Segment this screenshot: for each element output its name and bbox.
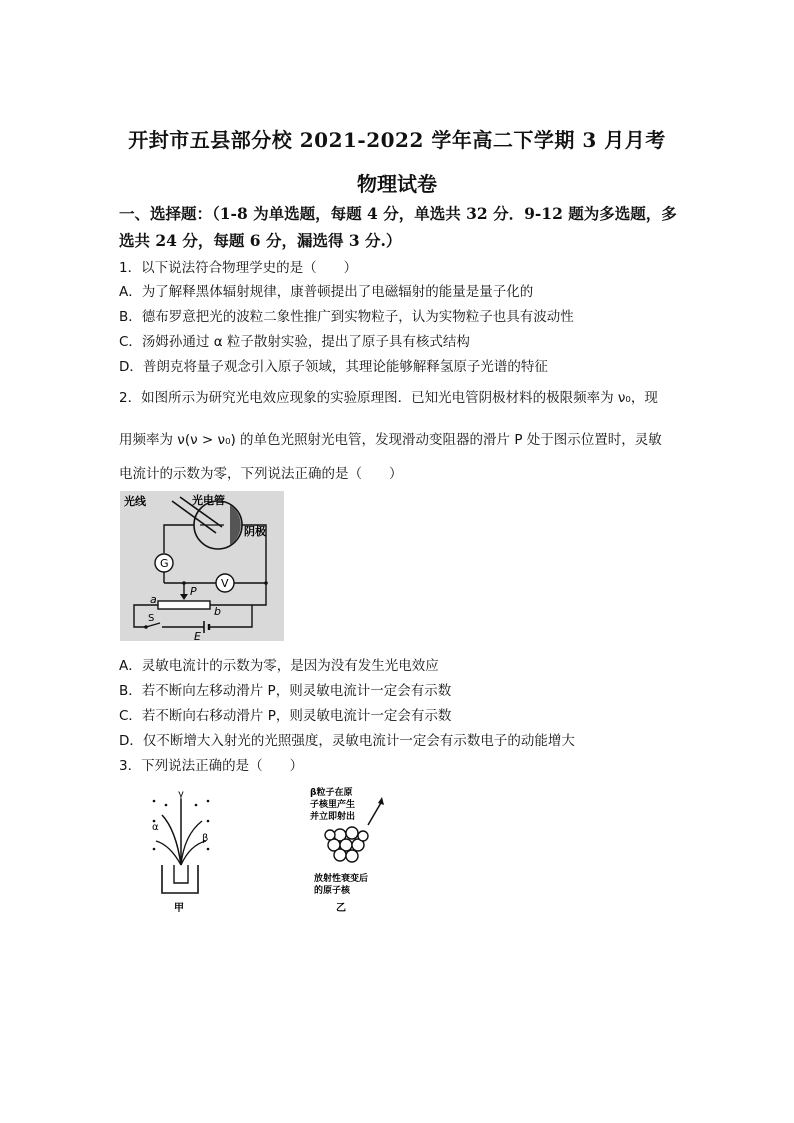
cathode-label: 阴极 (244, 525, 266, 538)
rheostat (158, 601, 210, 609)
switch-pivot (144, 625, 148, 629)
exam-subtitle: 物理试卷 (357, 172, 437, 196)
arrow-head (378, 797, 384, 805)
section-heading (119, 200, 679, 254)
end-a-label: a (150, 593, 157, 606)
fig-yi-text-5: 的原子核 (314, 886, 351, 896)
q2-option-a: A．灵敏电流计的示数为零，是因为没有发生光电效应 (119, 658, 439, 674)
q3-stem: 3．下列说法正确的是（ ） (119, 758, 304, 774)
end-b-label: b (214, 605, 221, 618)
q1-option-d: D．普朗克将量子观念引入原子领域，其理论能够解释氢原子光谱的特征 (119, 359, 548, 375)
q1-option-b: B．德布罗意把光的波粒二象性推广到实物粒子，认为实物粒子也具有波动性 (119, 309, 574, 325)
fig-yi-text-3: 并立即射出 (310, 812, 356, 822)
nucleus-cluster (325, 827, 368, 862)
fig-yi-text-1: β粒子在原 (310, 788, 353, 798)
alpha-label: α (152, 822, 159, 833)
q1-option-a: A．为了解释黑体辐射规律，康普顿提出了电磁辐射的能量是量子化的 (119, 284, 534, 300)
gamma-label: γ (178, 789, 184, 800)
q2-stem-line1: 2．如图所示为研究光电效应现象的实验原理图．已知光电管阴极材料的极限频率为 ν₀，现 (119, 390, 658, 406)
fig-yi-caption: 乙 (336, 903, 346, 914)
exam-title: 开封市五县部分校 2021-2022 学年高二下学期 3 月月考 (128, 128, 666, 152)
q2-stem-line3: 电流计的示数为零，下列说法正确的是（ ） (119, 466, 403, 482)
section-heading-line1: 一、选择题：（1-8 为单选题，每题 4 分，单选共 32 分．9-12 题为多选题，多 (119, 204, 677, 223)
fig-yi-text-4: 放射性衰变后 (314, 874, 369, 884)
galvanometer-label: G (160, 557, 169, 570)
wire-bottom-left (134, 605, 158, 627)
beta-label: β (202, 833, 209, 844)
q1-option-c: C．汤姆孙通过 α 粒子散射实验，提出了原子具有核式结构 (119, 334, 470, 350)
cathode-plate (230, 505, 241, 545)
junction-right (264, 581, 268, 585)
slider-label: P (190, 585, 197, 598)
switch-label: S (148, 613, 155, 624)
section-heading-line2: 选共 24 分，每题 6 分，漏选得 3 分.） (119, 231, 402, 250)
lead-box (162, 865, 198, 893)
battery-label: E (194, 630, 201, 641)
beta-emission-arrow (368, 801, 382, 825)
q2-option-d: D．仅不断增大入射光的光照强度，灵敏电流计一定会有示数电子的动能增大 (119, 733, 575, 749)
wire-top-left (164, 525, 194, 553)
light-label: 光线 (124, 495, 146, 508)
q2-option-b: B．若不断向左移动滑片 P，则灵敏电流计一定会有示数 (119, 683, 452, 699)
lead-box-inner (174, 865, 188, 883)
slider-arrow (180, 594, 188, 600)
radiation-deflection-figure (140, 785, 220, 915)
q2-stem-line2: 用频率为 ν(ν > ν₀) 的单色光照射光电管，发现滑动变阻器的滑片 P 处于图示位置时，灵敏 (119, 432, 662, 448)
fig-jia-caption: 甲 (174, 903, 184, 914)
tube-label: 光电管 (192, 494, 225, 507)
alpha-ray (162, 815, 181, 865)
photoelectric-circuit-figure (120, 491, 284, 641)
nucleus-figure (300, 785, 400, 915)
voltmeter-label: V (221, 577, 229, 590)
q1-stem: 1．以下说法符合物理学史的是（ ） (119, 260, 358, 276)
q2-option-c: C．若不断向右移动滑片 P，则灵敏电流计一定会有示数 (119, 708, 452, 724)
fig-yi-text-2: 子核里产生 (310, 800, 356, 810)
